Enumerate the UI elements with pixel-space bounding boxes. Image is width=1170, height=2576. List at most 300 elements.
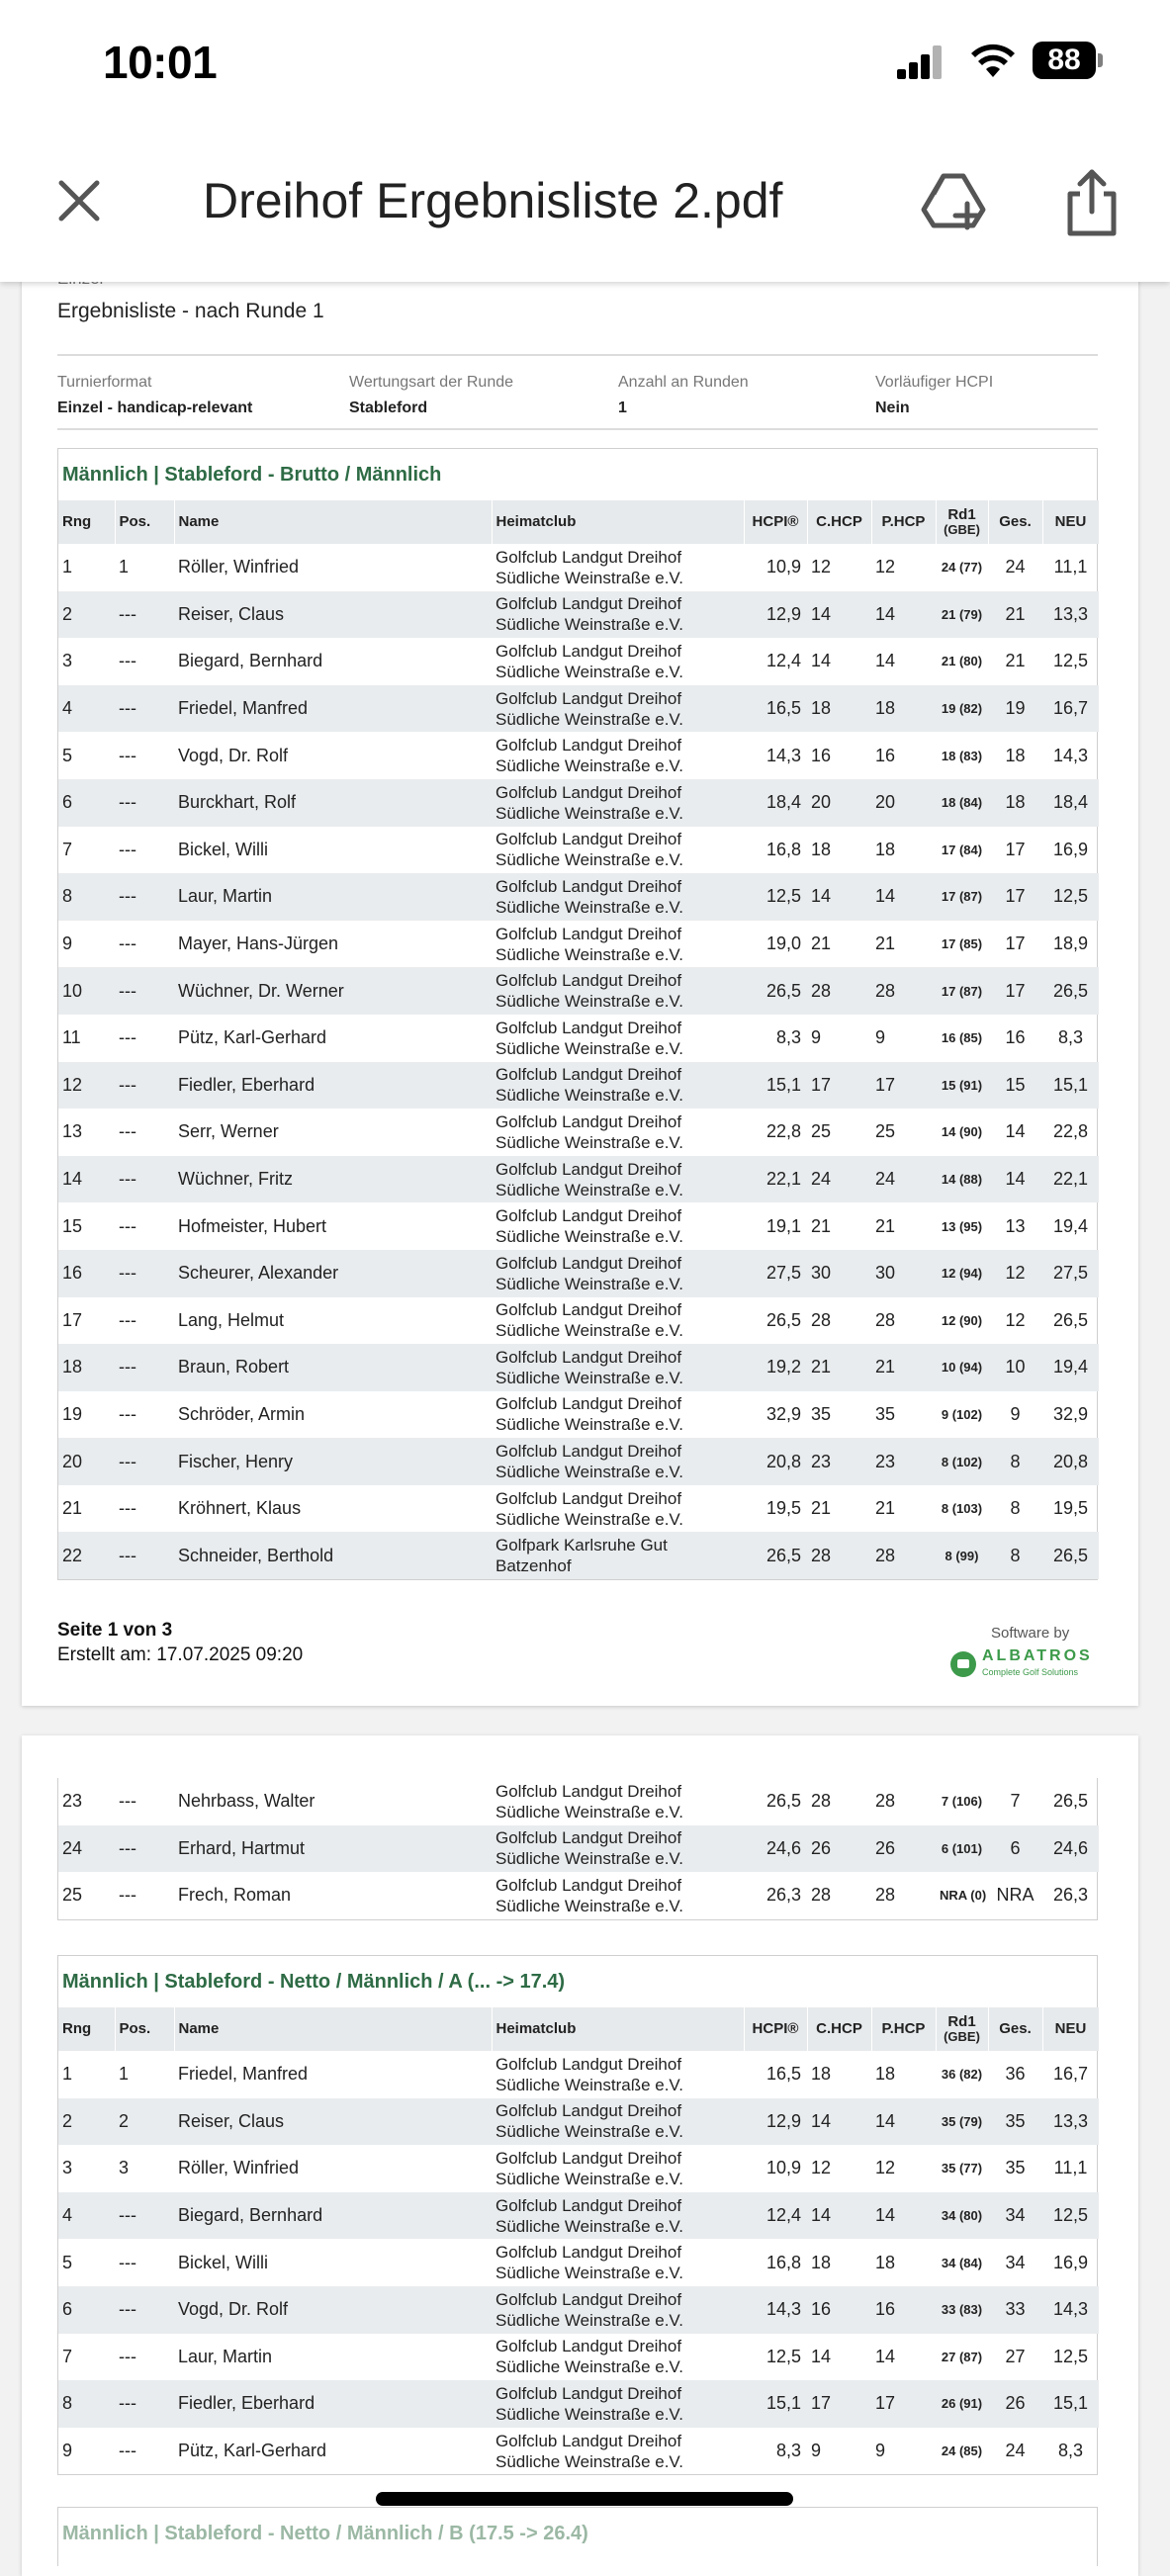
cell-rank: 4: [58, 685, 115, 733]
cell-total: 9: [1010, 1403, 1021, 1424]
cell-total: 7: [1010, 1791, 1021, 1812]
cell-total: 24: [1005, 2441, 1026, 2461]
col-pos: Pos.: [115, 2007, 174, 2051]
col-hcpi: HCPI®: [744, 500, 807, 544]
cell-name: Hofmeister, Hubert: [178, 1215, 327, 1236]
cell-pos: ---: [119, 1403, 136, 1424]
cell-name: Laur, Martin: [174, 873, 492, 921]
cell-total: 18: [1005, 745, 1026, 765]
table-row: [58, 2334, 1099, 2381]
col-rd1: Rd1 (GBE): [936, 2007, 988, 2051]
cell-pos: ---: [119, 1885, 136, 1906]
battery-level: 88: [1033, 42, 1096, 79]
cell-total: 17: [1005, 933, 1026, 954]
cell-chcp: 21: [811, 1215, 832, 1236]
cell-new: 19,5: [1052, 1498, 1089, 1519]
cell-rd1: 24 (85): [941, 2443, 983, 2459]
cell-club: Golfclub Landgut Dreihof Südliche Weinstraße e.V.: [495, 830, 683, 870]
cell-club: Golfpark Karlsruhe Gut Batzenhof: [492, 1532, 744, 1579]
table-row: [58, 2145, 1099, 2192]
table-row: [58, 873, 1099, 921]
cell-rank: 23: [62, 1791, 83, 1812]
table-row: [58, 1015, 1099, 1062]
cell-rd1: 8 (99): [936, 1532, 988, 1579]
cell-rank: 6: [58, 2286, 115, 2334]
home-indicator[interactable]: [376, 2492, 793, 2506]
cell-rank: 14: [58, 1156, 115, 1203]
cell-new: 22,1: [1042, 1156, 1099, 1203]
cell-name: Bickel, Willi: [178, 2252, 269, 2272]
table-row: [58, 1109, 1099, 1156]
col-new: NEU: [1042, 500, 1099, 544]
cell-pos: ---: [115, 685, 174, 733]
share-icon[interactable]: [1060, 168, 1124, 237]
cell-name: Burckhart, Rolf: [174, 779, 492, 827]
cell-club: Golfclub Landgut Dreihof Südliche Weinstraße e.V.: [495, 2337, 683, 2377]
table-row: [58, 2286, 1099, 2334]
cell-hcpi: 16,8: [765, 2252, 801, 2272]
cell-phcp: 14: [871, 873, 936, 921]
cell-phcp: 25: [875, 1121, 896, 1142]
col-name: Name: [174, 2007, 492, 2051]
cell-phcp: 14: [871, 591, 936, 639]
cell-chcp: 28: [807, 967, 871, 1015]
cell-name: Reiser, Claus: [174, 591, 492, 639]
cell-rd1: 8 (102): [936, 1438, 988, 1485]
cell-new: 14,3: [1042, 2286, 1099, 2334]
meta-value-rounds: 1: [618, 400, 627, 416]
cell-new: 18,9: [1052, 933, 1089, 954]
cell-pos: ---: [115, 2192, 174, 2240]
cell-new: 26,3: [1052, 1885, 1089, 1906]
cell-total: 18: [988, 779, 1042, 827]
cell-rank: 20: [58, 1438, 115, 1485]
cell-total: 34: [1005, 2252, 1026, 2272]
cell-chcp: 28: [807, 1532, 871, 1579]
cell-new: 22,8: [1052, 1121, 1089, 1142]
col-pos: Pos.: [115, 500, 174, 544]
cell-chcp: 24: [807, 1156, 871, 1203]
cell-total: 21: [1005, 651, 1026, 671]
table-row: [58, 732, 1099, 779]
cell-hcpi: 8,3: [775, 1027, 801, 1048]
cell-name: Wüchner, Dr. Werner: [174, 967, 492, 1015]
cell-chcp: 21: [811, 933, 832, 954]
cell-rank: 5: [62, 745, 73, 765]
cellular-signal-icon: [897, 45, 941, 79]
cell-phcp: 28: [871, 1532, 936, 1579]
meta-label-hcpi: Vorläufiger HCPI: [875, 374, 994, 391]
cell-rd1: 16 (85): [941, 1030, 983, 1046]
table-row: [58, 1485, 1099, 1533]
cell-new: 18,4: [1042, 779, 1099, 827]
cell-pos: ---: [119, 1215, 136, 1236]
cell-club: Golfclub Landgut Dreihof Südliche Weinstraße e.V.: [492, 1062, 744, 1110]
cell-name: Friedel, Manfred: [174, 685, 492, 733]
cell-name: Wüchner, Fritz: [174, 1156, 492, 1203]
cell-rd1: 34 (84): [941, 2255, 983, 2270]
cell-new: 11,1: [1053, 557, 1088, 577]
table-row: [58, 1250, 1099, 1297]
cell-new: 8,3: [1057, 2441, 1084, 2461]
cell-name: Frech, Roman: [178, 1885, 292, 1906]
cell-total: 10: [988, 1344, 1042, 1391]
cell-rank: 7: [62, 839, 73, 859]
cell-phcp: 20: [871, 779, 936, 827]
cell-new: 15,1: [1042, 2380, 1099, 2428]
results-table: [58, 500, 1100, 1579]
table-row: [58, 779, 1099, 827]
cell-pos: ---: [115, 1250, 174, 1297]
cell-new: 15,1: [1042, 1062, 1099, 1110]
cell-rd1: 6 (101): [936, 1825, 988, 1873]
cell-new: 14,3: [1052, 745, 1089, 765]
cell-rd1: 13 (95): [941, 1218, 983, 1234]
cell-club: Golfclub Landgut Dreihof Südliche Weinstraße e.V.: [492, 2192, 744, 2240]
cell-name: Scheurer, Alexander: [174, 1250, 492, 1297]
cell-rd1: 21 (79): [936, 591, 988, 639]
cell-hcpi: 10,9: [765, 2158, 801, 2178]
cell-club: Golfclub Landgut Dreihof Südliche Weinstraße e.V.: [495, 1018, 683, 1058]
cell-rank: 1: [62, 2064, 73, 2085]
cell-rd1: 17 (87): [936, 967, 988, 1015]
cell-new: 16,9: [1052, 2252, 1089, 2272]
cell-chcp: 30: [807, 1250, 871, 1297]
cell-hcpi: 26,5: [765, 1309, 801, 1330]
cell-chcp: 14: [811, 651, 832, 671]
pdf-page-1: [22, 198, 1138, 1706]
cell-name: Braun, Robert: [174, 1344, 492, 1391]
cell-name: Bickel, Willi: [178, 839, 269, 859]
table-row: [58, 1344, 1099, 1391]
cell-new: 20,8: [1042, 1438, 1099, 1485]
cell-rd1: 14 (88): [936, 1156, 988, 1203]
cell-phcp: 9: [875, 1027, 886, 1048]
cell-pos: ---: [115, 1532, 174, 1579]
cell-phcp: 14: [871, 2098, 936, 2146]
next-section-cut: [57, 2507, 1098, 2566]
cell-rd1: 17 (87): [936, 873, 988, 921]
cell-rank: 18: [58, 1344, 115, 1391]
cell-club: Golfclub Landgut Dreihof Südliche Weinstraße e.V.: [492, 2098, 744, 2146]
cell-club: Golfclub Landgut Dreihof Südliche Weinstraße e.V.: [492, 591, 744, 639]
cell-club: Golfclub Landgut Dreihof Südliche Weinstraße e.V.: [492, 873, 744, 921]
cell-total: 14: [988, 1156, 1042, 1203]
cell-phcp: 17: [871, 2380, 936, 2428]
cell-pos: 3: [119, 2158, 130, 2178]
cell-rd1: 18 (83): [941, 748, 983, 763]
cell-phcp: 9: [875, 2441, 886, 2461]
cell-chcp: 23: [807, 1438, 871, 1485]
cell-phcp: 18: [875, 2064, 896, 2085]
cell-phcp: 14: [875, 651, 896, 671]
cell-club: Golfclub Landgut Dreihof Südliche Weinstraße e.V.: [492, 2380, 744, 2428]
cell-club: Golfclub Landgut Dreihof Südliche Weinstraße e.V.: [495, 1206, 683, 1247]
cell-club: Golfclub Landgut Dreihof Südliche Weinstraße e.V.: [495, 1781, 683, 1821]
cell-rd1: 12 (94): [936, 1250, 988, 1297]
cell-pos: ---: [115, 591, 174, 639]
cell-name: Laur, Martin: [178, 2346, 273, 2366]
cell-hcpi: 16,8: [765, 839, 801, 859]
cell-total: 12: [1005, 1309, 1026, 1330]
cell-name: Erhard, Hartmut: [174, 1825, 492, 1873]
cell-club: Golfclub Landgut Dreihof Südliche Weinstraße e.V.: [495, 2054, 683, 2094]
created-date: Erstellt am: 17.07.2025 09:20: [57, 1644, 304, 1665]
cell-rank: 10: [58, 967, 115, 1015]
cell-name: Vogd, Dr. Rolf: [178, 745, 289, 765]
cell-rd1: 14 (90): [941, 1124, 983, 1140]
col-total: Ges.: [988, 2007, 1042, 2051]
cell-rd1: 27 (87): [941, 2349, 983, 2364]
cell-chcp: 18: [811, 839, 832, 859]
cell-hcpi: 22,1: [744, 1156, 807, 1203]
table-row: [58, 1156, 1099, 1203]
cell-pos: ---: [115, 967, 174, 1015]
cell-hcpi: 24,6: [744, 1825, 807, 1873]
cell-hcpi: 12,5: [765, 2346, 801, 2366]
status-time: 10:01: [103, 37, 218, 88]
cell-rank: 22: [58, 1532, 115, 1579]
cell-pos: ---: [115, 873, 174, 921]
cell-total: 19: [988, 685, 1042, 733]
cell-rd1: 15 (91): [936, 1062, 988, 1110]
cell-chcp: 26: [807, 1825, 871, 1873]
cell-total: 13: [1005, 1215, 1026, 1236]
cell-total: 15: [988, 1062, 1042, 1110]
table-row: [58, 2051, 1099, 2098]
cell-club: Golfclub Landgut Dreihof Südliche Weinstraße e.V.: [492, 1344, 744, 1391]
meta-value-format: Einzel - handicap-relevant: [57, 400, 253, 416]
cell-new: 19,4: [1052, 1215, 1089, 1236]
cell-new: 8,3: [1057, 1027, 1084, 1048]
cell-chcp: 12: [811, 557, 832, 577]
cell-club: Golfclub Landgut Dreihof Südliche Weinstraße e.V.: [492, 2286, 744, 2334]
cell-rd1: 9 (102): [941, 1406, 983, 1422]
cell-chcp: 18: [807, 685, 871, 733]
cell-name: Biegard, Bernhard: [178, 651, 323, 671]
close-icon[interactable]: [51, 173, 107, 228]
cell-phcp: 16: [871, 2286, 936, 2334]
cell-club: Golfclub Landgut Dreihof Südliche Weinstraße e.V.: [495, 2431, 683, 2471]
cell-rank: 9: [62, 2441, 73, 2461]
cell-rank: 12: [58, 1062, 115, 1110]
cell-phcp: 35: [875, 1403, 896, 1424]
cell-chcp: 16: [811, 745, 832, 765]
cell-new: 12,5: [1052, 651, 1089, 671]
cell-club: Golfclub Landgut Dreihof Südliche Weinstraße e.V.: [492, 1825, 744, 1873]
cell-phcp: 16: [875, 745, 896, 765]
cell-club: Golfclub Landgut Dreihof Südliche Weinstraße e.V.: [495, 736, 683, 776]
cell-club: Golfclub Landgut Dreihof Südliche Weinstraße e.V.: [492, 685, 744, 733]
cell-pos: ---: [119, 933, 136, 954]
cell-rd1: 17 (85): [941, 936, 983, 952]
cell-total: 27: [1005, 2346, 1026, 2366]
cell-club: Golfclub Landgut Dreihof Südliche Weinstraße e.V.: [495, 924, 683, 964]
cell-rank: 17: [62, 1309, 83, 1330]
cell-name: Biegard, Bernhard: [174, 2192, 492, 2240]
table-row: [58, 2239, 1099, 2286]
cell-rank: 8: [58, 873, 115, 921]
section-title: Männlich | Stableford - Brutto / Männlich: [62, 464, 442, 486]
document-title: Dreihof Ergebnisliste 2.pdf: [203, 173, 783, 228]
cell-total: 17: [1005, 839, 1026, 859]
cell-total: 6: [988, 1825, 1042, 1873]
meta-value-scoring: Stableford: [349, 400, 428, 416]
cell-club: Golfclub Landgut Dreihof Südliche Weinstraße e.V.: [492, 779, 744, 827]
meta-label-scoring: Wertungsart der Runde: [349, 374, 514, 391]
cell-rank: 6: [58, 779, 115, 827]
cell-total: 8: [988, 1532, 1042, 1579]
cell-total: 8: [1010, 1498, 1021, 1519]
table-row: [58, 591, 1099, 639]
cell-phcp: 28: [871, 967, 936, 1015]
meta-label-rounds: Anzahl an Runden: [618, 374, 749, 391]
cell-club: Golfclub Landgut Dreihof Südliche Weinstraße e.V.: [495, 1300, 683, 1341]
cell-club: Golfclub Landgut Dreihof Südliche Weinstraße e.V.: [495, 547, 683, 587]
cell-rank: 21: [62, 1498, 83, 1519]
cell-new: 26,5: [1042, 967, 1099, 1015]
cell-total: 8: [988, 1438, 1042, 1485]
table-row: [58, 1532, 1099, 1579]
cell-phcp: 12: [875, 2158, 896, 2178]
cell-chcp: 25: [811, 1121, 832, 1142]
cell-total: 17: [988, 873, 1042, 921]
cell-name: Pütz, Karl-Gerhard: [178, 1027, 327, 1048]
col-total: Ges.: [988, 500, 1042, 544]
table-row: [58, 827, 1099, 874]
cell-pos: 1: [119, 557, 130, 577]
cell-rank: 5: [62, 2252, 73, 2272]
cell-rank: 7: [62, 2346, 73, 2366]
cell-phcp: 23: [871, 1438, 936, 1485]
cell-new: 27,5: [1042, 1250, 1099, 1297]
table-row: [58, 1391, 1099, 1439]
table-row: [58, 1778, 1099, 1825]
cell-phcp: 30: [871, 1250, 936, 1297]
cell-name: Pütz, Karl-Gerhard: [178, 2441, 327, 2461]
cell-chcp: 9: [811, 1027, 822, 1048]
cell-rd1: 26 (91): [936, 2380, 988, 2428]
col-rank: Rng: [58, 500, 115, 544]
table-header-row: [58, 2007, 1099, 2051]
col-name: Name: [174, 500, 492, 544]
add-to-drive-icon[interactable]: [922, 170, 987, 231]
cell-new: 12,5: [1052, 2346, 1089, 2366]
cell-club: Golfclub Landgut Dreihof Südliche Weinstraße e.V.: [495, 1111, 683, 1152]
cell-pos: ---: [115, 779, 174, 827]
cell-hcpi: 27,5: [744, 1250, 807, 1297]
cell-phcp: 14: [871, 2192, 936, 2240]
cell-name: Fischer, Henry: [174, 1438, 492, 1485]
col-chcp: C.HCP: [807, 500, 871, 544]
cell-rd1: 8 (103): [941, 1501, 983, 1517]
battery-icon: [1033, 42, 1104, 79]
cell-phcp: 12: [875, 557, 896, 577]
cell-hcpi: 12,9: [744, 591, 807, 639]
cell-new: 12,5: [1042, 2192, 1099, 2240]
table-row: [58, 544, 1099, 591]
cell-rank: 25: [62, 1885, 83, 1906]
cell-phcp: 28: [875, 1885, 896, 1906]
cell-rd1: 18 (84): [936, 779, 988, 827]
cell-hcpi: 14,3: [744, 2286, 807, 2334]
cell-hcpi: 19,0: [765, 933, 801, 954]
cell-rank: 8: [58, 2380, 115, 2428]
cell-name: Nehrbass, Walter: [178, 1791, 315, 1812]
cell-new: 13,3: [1042, 2098, 1099, 2146]
cell-new: 12,5: [1042, 873, 1099, 921]
cell-hcpi: 26,5: [744, 967, 807, 1015]
cell-rd1: 17 (84): [941, 842, 983, 857]
cell-total: 16: [1005, 1027, 1026, 1048]
table-row: [58, 2428, 1099, 2475]
cell-phcp: 24: [871, 1156, 936, 1203]
cell-pos: ---: [119, 1498, 136, 1519]
cell-total: 24: [1005, 557, 1026, 577]
table-row: [58, 2380, 1099, 2428]
table-header-row: [58, 500, 1099, 544]
cell-pos: 1: [119, 2064, 130, 2085]
cell-club: Golfclub Landgut Dreihof Südliche Weinstraße e.V.: [492, 1250, 744, 1297]
cell-rd1: 7 (106): [941, 1794, 983, 1810]
cell-chcp: 14: [811, 2346, 832, 2366]
cell-name: Mayer, Hans-Jürgen: [178, 933, 339, 954]
col-club: Heimatclub: [492, 500, 744, 544]
cell-pos: ---: [115, 1438, 174, 1485]
cell-pos: ---: [119, 2346, 136, 2366]
cell-new: 13,3: [1042, 591, 1099, 639]
col-phcp: P.HCP: [871, 500, 936, 544]
cell-rank: 13: [62, 1121, 83, 1142]
table-row: [58, 685, 1099, 733]
cell-chcp: 21: [807, 1344, 871, 1391]
pdf-page-2: [22, 1735, 1138, 2576]
cell-chcp: 21: [811, 1498, 832, 1519]
cell-rank: 19: [62, 1403, 83, 1424]
cell-club: Golfclub Landgut Dreihof Südliche Weinstraße e.V.: [495, 641, 683, 681]
table-row: [58, 1297, 1099, 1345]
cell-chcp: 14: [807, 2098, 871, 2146]
cell-chcp: 14: [807, 2192, 871, 2240]
col-phcp: P.HCP: [871, 2007, 936, 2051]
cell-phcp: 28: [875, 1309, 896, 1330]
cell-pos: ---: [115, 1344, 174, 1391]
viewer-header: [0, 0, 1170, 282]
software-by-label: Software by: [991, 1625, 1070, 1642]
cell-chcp: 14: [807, 873, 871, 921]
col-hcpi: HCPI®: [744, 2007, 807, 2051]
cell-hcpi: 19,1: [765, 1215, 801, 1236]
table-row: [58, 921, 1099, 968]
col-rd1: Rd1 (GBE): [936, 500, 988, 544]
col-new: NEU: [1042, 2007, 1099, 2051]
cell-chcp: 35: [811, 1403, 832, 1424]
results-table: [58, 2007, 1100, 2474]
cell-chcp: 9: [811, 2441, 822, 2461]
cell-phcp: 18: [871, 685, 936, 733]
albatros-logo: ALBATROS Complete Golf Solutions: [948, 1645, 1107, 1685]
cell-hcpi: 15,1: [744, 2380, 807, 2428]
cell-new: 16,7: [1052, 2064, 1089, 2085]
cell-total: 17: [988, 967, 1042, 1015]
cell-phcp: 18: [875, 839, 896, 859]
cell-rank: 24: [58, 1825, 115, 1873]
cell-phcp: 21: [875, 1498, 896, 1519]
cell-name: Reiser, Claus: [174, 2098, 492, 2146]
cell-club: Golfclub Landgut Dreihof Südliche Weinstraße e.V.: [495, 2243, 683, 2283]
cell-chcp: 18: [811, 2252, 832, 2272]
cell-new: 32,9: [1052, 1403, 1089, 1424]
